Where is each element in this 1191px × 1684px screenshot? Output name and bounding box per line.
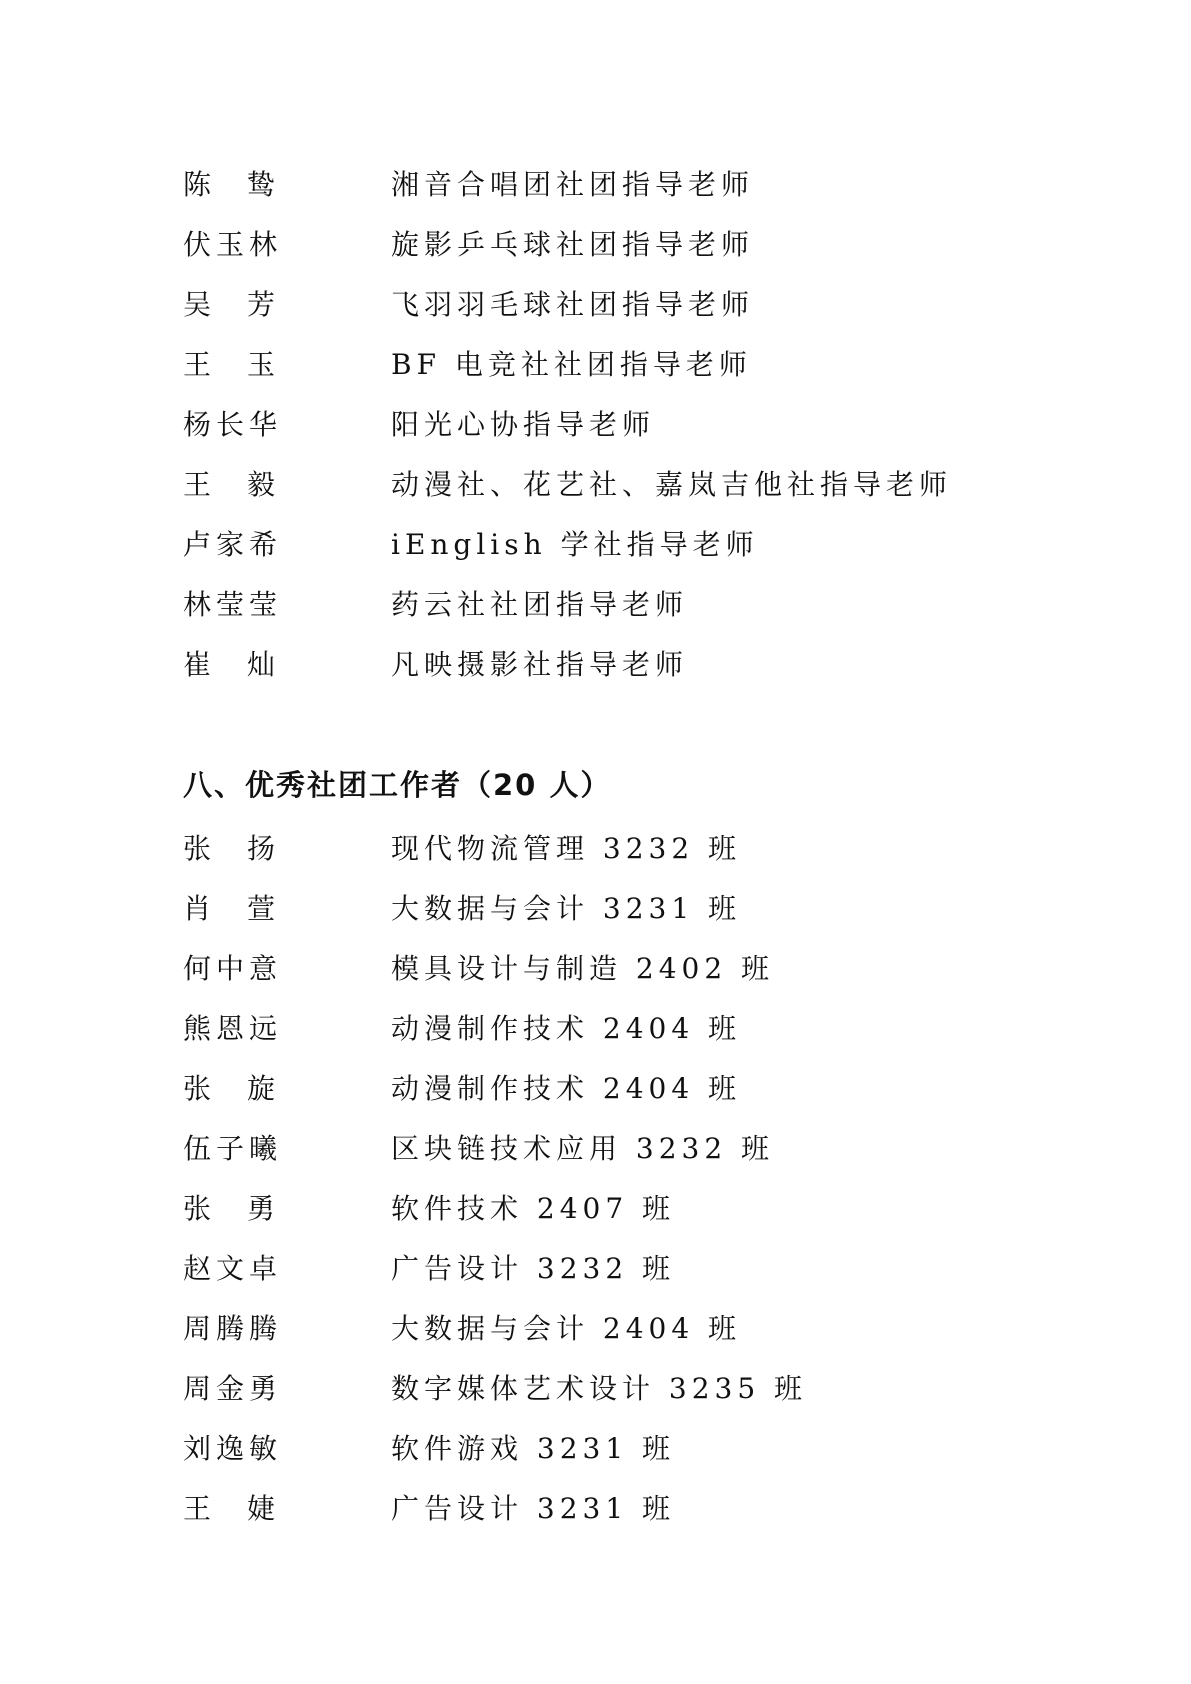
- person-name: 吴 芳: [183, 288, 275, 321]
- person-class: 大数据与会计 2404 班: [391, 1312, 742, 1345]
- person-role: 阳光心协指导老师: [391, 408, 656, 441]
- list-item: [183, 333, 1043, 393]
- list-item: [183, 817, 1043, 877]
- person-class: 动漫制作技术 2404 班: [391, 1012, 742, 1045]
- person-class: 广告设计 3231 班: [391, 1492, 676, 1525]
- person-name: 赵文卓: [183, 1252, 283, 1285]
- list-item: [183, 1177, 1043, 1237]
- person-name: 何中意: [183, 952, 283, 985]
- person-name: 杨长华: [183, 408, 283, 441]
- list-item: [183, 453, 1043, 513]
- person-class: 大数据与会计 3231 班: [391, 892, 742, 925]
- person-role: 动漫社、花艺社、嘉岚吉他社指导老师: [391, 468, 953, 501]
- list-item: [183, 153, 1043, 213]
- person-name: 张 旋: [183, 1072, 275, 1105]
- list-item: [183, 1417, 1043, 1477]
- person-role: 湘音合唱团社团指导老师: [391, 168, 755, 201]
- list-item: [183, 877, 1043, 937]
- person-name: 周金勇: [183, 1372, 283, 1405]
- club-worker-list: [183, 817, 1043, 1537]
- person-name: 周腾腾: [183, 1312, 283, 1345]
- person-name: 熊恩远: [183, 1012, 283, 1045]
- list-item: [183, 1237, 1043, 1297]
- section-heading: 八、优秀社团工作者（20 人）: [183, 767, 612, 802]
- person-role: 凡映摄影社指导老师: [391, 648, 689, 681]
- person-name: 陈 鸷: [183, 168, 275, 201]
- person-name: 肖 萱: [183, 892, 275, 925]
- person-class: 数字媒体艺术设计 3235 班: [391, 1372, 808, 1405]
- person-name: 伏玉林: [183, 228, 283, 261]
- list-item: [183, 1357, 1043, 1417]
- advisor-list: [183, 153, 1043, 693]
- person-name: 张 扬: [183, 832, 275, 865]
- list-item: [183, 393, 1043, 453]
- list-item: [183, 213, 1043, 273]
- person-name: 林莹莹: [183, 588, 283, 621]
- person-name: 崔 灿: [183, 648, 275, 681]
- person-role: 飞羽羽毛球社团指导老师: [391, 288, 755, 321]
- person-name: 刘逸敏: [183, 1432, 283, 1465]
- person-class: 广告设计 3232 班: [391, 1252, 676, 1285]
- person-role: BF 电竞社社团指导老师: [391, 348, 752, 381]
- list-item: [183, 573, 1043, 633]
- person-name: 张 勇: [183, 1192, 275, 1225]
- list-item: [183, 513, 1043, 573]
- person-name: 卢家希: [183, 528, 283, 561]
- list-item: [183, 1477, 1043, 1537]
- list-item: [183, 273, 1043, 333]
- person-class: 模具设计与制造 2402 班: [391, 952, 775, 985]
- list-item: [183, 937, 1043, 997]
- list-item: [183, 633, 1043, 693]
- list-item: [183, 1057, 1043, 1117]
- person-name: 伍子曦: [183, 1132, 283, 1165]
- list-item: [183, 1297, 1043, 1357]
- person-name: 王 玉: [183, 348, 275, 381]
- person-name: 王 婕: [183, 1492, 275, 1525]
- person-role: iEnglish 学社指导老师: [391, 528, 759, 561]
- person-class: 动漫制作技术 2404 班: [391, 1072, 742, 1105]
- person-class: 软件游戏 3231 班: [391, 1432, 676, 1465]
- person-class: 软件技术 2407 班: [391, 1192, 676, 1225]
- person-role: 药云社社团指导老师: [391, 588, 689, 621]
- person-name: 王 毅: [183, 468, 275, 501]
- list-item: [183, 997, 1043, 1057]
- person-role: 旋影乒乓球社团指导老师: [391, 228, 755, 261]
- list-item: [183, 1117, 1043, 1177]
- person-class: 现代物流管理 3232 班: [391, 832, 742, 865]
- person-class: 区块链技术应用 3232 班: [391, 1132, 775, 1165]
